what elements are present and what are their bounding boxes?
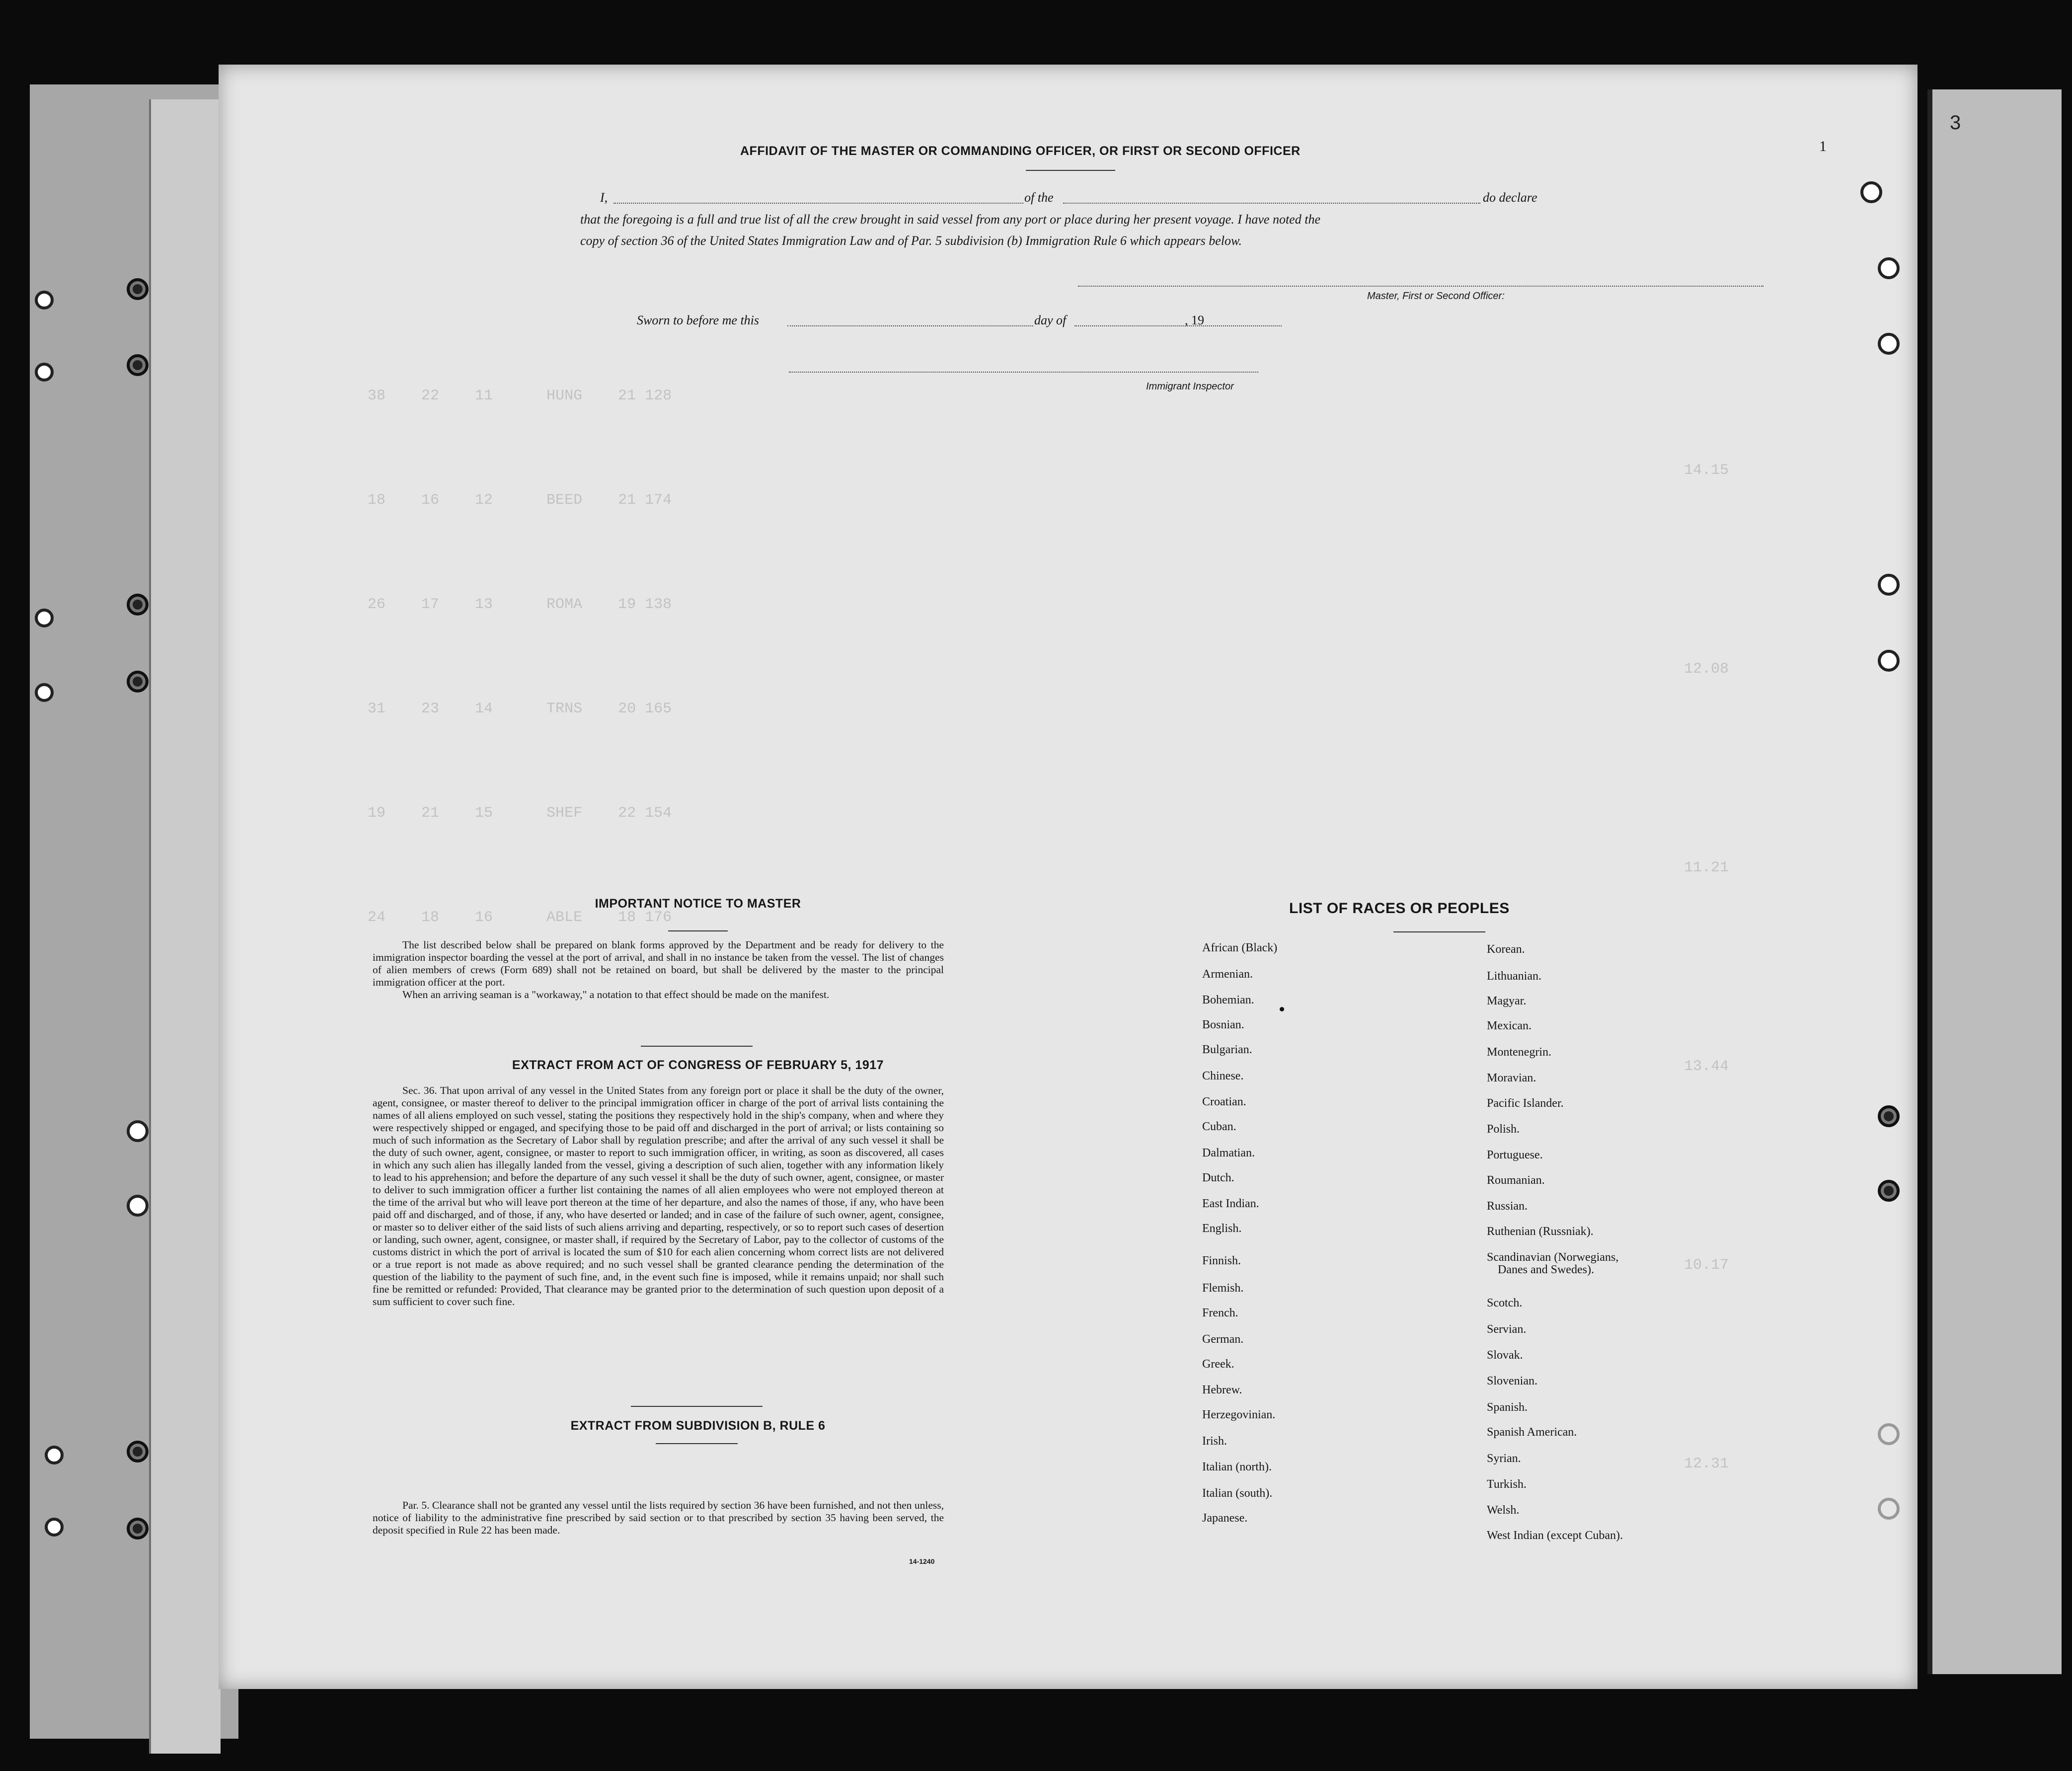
race-item: Dutch. xyxy=(1202,1171,1234,1184)
binder-hole xyxy=(45,1446,64,1464)
races-title-underline xyxy=(1393,931,1485,932)
extract-act-paragraph: Sec. 36. That upon arrival of any vessel in the United States from any foreign port or place it shall be the duty of the owner, agent, consignee, or master thereof to deliver to the principal immigration officer in charge of the port of arrival lists containing the names of all aliens employed on such vessel, stating the positions they respectively hold in the ship's company, when and where they were respectively shipped or engaged, and specifying those to be paid off and discharged in the port of arrival; or lists containing so much of such information as the Secretary of Labor shall by regulation prescribe; and after the arrival of any such vessel it shall be the duty of such owner, agent, consignee, or master to report to such immigration officer, in writing, as soon as discovered, all cases in which any such alien has illegally landed from the vessel, giving a description of such alien, together with any information likely to lead to his apprehension; and before the departure of any such vessel it shall be the duty of such owner, agent, consignee, or master to deliver to such immigration officer a further list containing the names of all alien employees who were not employed thereon at the time of the arrival but who will leave port thereon at the time of her departure, and also the names of those, if any, who have been paid off and discharged, and of those, if any, who have deserted or landed; and in case of the failure of such owner, agent, consignee, or master so to deliver either of the said lists of such aliens arriving and departing, respectively, or so to report such cases of desertion or landing, such owner, agent, consignee, or master shall, if required by the Secretary of Labor, pay to the collector of customs of the customs district in which the port of arrival is located the sum of $10 for each alien concerning whom correct lists are not delivered or a true report is not made as above required; and no such vessel shall be granted clearance pending the determination of the question of the liability to the payment of such fine, and, in the event such fine is imposed, while it remains unpaid; nor shall such fine be remitted or refunded: Provided, That clearance may be granted prior to the determination of such question upon deposit of a sum sufficient to cover such fine. xyxy=(373,1084,944,1308)
bleed-through-text: 13.44 xyxy=(1684,1058,1729,1075)
binder-hole xyxy=(1878,1498,1900,1520)
race-item: Chinese. xyxy=(1202,1070,1244,1082)
race-item: Dalmatian. xyxy=(1202,1147,1255,1159)
race-item: Korean. xyxy=(1487,943,1525,956)
notice-title-underline xyxy=(668,930,728,931)
name-blank xyxy=(614,203,1023,204)
race-item: Cuban. xyxy=(1202,1120,1236,1133)
race-item: Portuguese. xyxy=(1487,1149,1543,1161)
bleed-through-text: 38 22 11 HUNG 21 128 xyxy=(368,387,672,404)
sworn-day-blank xyxy=(787,325,1033,326)
section-divider xyxy=(631,1406,763,1407)
master-signature-label: Master, First or Second Officer: xyxy=(1367,291,1505,302)
form-page xyxy=(219,65,1918,1689)
binder-hole xyxy=(1878,1180,1900,1202)
extract-rule-body xyxy=(373,1499,944,1537)
race-item: Bohemian. xyxy=(1202,994,1254,1006)
binder-hole xyxy=(35,291,54,309)
bleed-through-text: 26 17 13 ROMA 19 138 xyxy=(368,596,672,613)
race-item: Bosnian. xyxy=(1202,1018,1244,1031)
race-item: Pacific Islander. xyxy=(1487,1097,1564,1110)
bleed-through-text: 11.21 xyxy=(1684,859,1729,876)
notice-title: IMPORTANT NOTICE TO MASTER xyxy=(595,897,801,911)
race-item: English. xyxy=(1202,1222,1242,1235)
notice-paragraph: When an arriving seaman is a "workaway," a notation to that effect should be made on the manifest. xyxy=(402,989,830,1001)
race-item: Italian (south). xyxy=(1202,1487,1273,1500)
bleed-through-text: 10.17 xyxy=(1684,1257,1729,1274)
race-item: Croatian. xyxy=(1202,1095,1246,1108)
underlying-sheet-edge xyxy=(149,99,221,1754)
underlying-sheet-right xyxy=(1927,89,2062,1674)
binder-hole xyxy=(1878,1423,1900,1445)
race-item: Scotch. xyxy=(1487,1297,1523,1309)
race-item: Spanish. xyxy=(1487,1401,1528,1414)
vessel-blank xyxy=(1063,203,1480,204)
race-item: African (Black) xyxy=(1202,941,1278,954)
binder-hole xyxy=(127,278,149,300)
extract-act-body xyxy=(373,1084,944,1308)
race-item: Italian (north). xyxy=(1202,1461,1272,1473)
race-item: Slovak. xyxy=(1487,1349,1523,1362)
binder-hole xyxy=(1878,650,1900,672)
binder-hole xyxy=(127,1518,149,1540)
race-item: Finnish. xyxy=(1202,1254,1241,1267)
affidavit-i-label: I, xyxy=(600,190,608,205)
race-item: Spanish American. xyxy=(1487,1426,1577,1439)
race-item: German. xyxy=(1202,1333,1244,1346)
race-item: Ruthenian (Russniak). xyxy=(1487,1225,1594,1238)
binder-hole xyxy=(45,1518,64,1537)
race-item: Scandinavian (Norwegians, xyxy=(1487,1251,1619,1264)
inspector-signature-label: Immigrant Inspector xyxy=(1146,381,1234,392)
race-item: East Indian. xyxy=(1202,1197,1259,1210)
master-signature-line xyxy=(1078,286,1764,287)
bleed-through-text: 24 18 16 ABLE 18 176 xyxy=(368,909,672,926)
page-number-mark: 3 xyxy=(1950,112,1961,134)
ink-dot xyxy=(1280,1007,1284,1011)
binder-hole xyxy=(127,594,149,616)
extract-rule-underline xyxy=(656,1443,738,1444)
corner-mark: 1 xyxy=(1819,138,1827,154)
races-title: LIST OF RACES OR PEOPLES xyxy=(1289,900,1510,917)
race-item: Herzegovinian. xyxy=(1202,1408,1276,1421)
race-item: Moravian. xyxy=(1487,1072,1536,1084)
race-item: Roumanian. xyxy=(1487,1174,1545,1187)
race-item: Hebrew. xyxy=(1202,1384,1242,1396)
affidavit-title: AFFIDAVIT OF THE MASTER OR COMMANDING OFFICER, OR FIRST OR SECOND OFFICER xyxy=(740,144,1301,158)
race-item: Japanese. xyxy=(1202,1512,1248,1525)
bleed-through-text: 19 21 15 SHEF 22 154 xyxy=(368,805,672,822)
extract-act-title: EXTRACT FROM ACT OF CONGRESS OF FEBRUARY 5, 1917 xyxy=(512,1058,884,1072)
affidavit-of-the-label: of the xyxy=(1024,190,1054,205)
binder-hole xyxy=(35,683,54,702)
notice-paragraph: The list described below shall be prepared on blank forms approved by the Department and be ready for delivery to the immigration inspector boarding the vessel at the port of arrival, and shall in no instance be taken from the vessel. The list of changes of alien members of crews (Form 689) shall not be retained on board, but shall be delivered by the master to the principal immigration officer at the port. xyxy=(373,939,944,988)
inspector-signature-line xyxy=(789,372,1258,373)
binder-hole xyxy=(1878,1105,1900,1127)
form-number: 14-1240 xyxy=(909,1557,935,1565)
race-item: Welsh. xyxy=(1487,1504,1520,1517)
year-label: , 19 xyxy=(1185,313,1204,327)
binder-hole xyxy=(1878,574,1900,596)
binder-hole xyxy=(127,1120,149,1142)
affidavit-statement-line: copy of section 36 of the United States Immigration Law and of Par. 5 subdivision (b) Immigration Rule 6 which appears below. xyxy=(580,233,1242,248)
race-item: West Indian (except Cuban). xyxy=(1487,1529,1623,1542)
sworn-label: Sworn to before me this xyxy=(637,313,760,327)
title-underline xyxy=(1026,170,1115,171)
binder-hole xyxy=(127,671,149,693)
race-item: Syrian. xyxy=(1487,1452,1521,1465)
binder-hole xyxy=(1878,333,1900,355)
race-item: Flemish. xyxy=(1202,1282,1244,1295)
section-divider xyxy=(641,1046,753,1047)
race-item: Russian. xyxy=(1487,1200,1528,1213)
race-item: Montenegrin. xyxy=(1487,1046,1551,1059)
race-item: Irish. xyxy=(1202,1435,1227,1448)
race-item: Lithuanian. xyxy=(1487,970,1541,983)
binder-hole xyxy=(35,609,54,627)
day-of-label: day of xyxy=(1034,313,1067,327)
binder-hole xyxy=(127,1195,149,1217)
notice-body xyxy=(373,939,944,1001)
race-item: Greek. xyxy=(1202,1358,1234,1371)
bleed-through-text: 31 23 14 TRNS 20 165 xyxy=(368,700,672,717)
binder-hole xyxy=(1878,257,1900,279)
extract-rule-title: EXTRACT FROM SUBDIVISION B, RULE 6 xyxy=(570,1419,826,1433)
binder-hole xyxy=(35,363,54,382)
bleed-through-text: 12.31 xyxy=(1684,1456,1729,1472)
binder-hole xyxy=(127,354,149,376)
race-item: Danes and Swedes). xyxy=(1498,1263,1594,1276)
race-item: Armenian. xyxy=(1202,968,1253,981)
bleed-through-text: 12.08 xyxy=(1684,661,1729,678)
affidavit-statement-line: that the foregoing is a full and true list of all the crew brought in said vessel from any port or place during her present voyage. I have noted the xyxy=(580,212,1320,227)
race-item: Bulgarian. xyxy=(1202,1043,1252,1056)
bleed-through-text: 14.15 xyxy=(1684,462,1729,479)
race-item: Magyar. xyxy=(1487,995,1527,1007)
binder-hole xyxy=(127,1441,149,1463)
race-item: Turkish. xyxy=(1487,1478,1527,1491)
race-item: French. xyxy=(1202,1307,1238,1319)
binder-hole xyxy=(1860,181,1882,203)
race-item: Polish. xyxy=(1487,1123,1520,1136)
sworn-month-blank xyxy=(1074,325,1282,326)
extract-rule-paragraph: Par. 5. Clearance shall not be granted any vessel until the lists required by section 36 have been furnished, and not then unless, notice of liability to the administrative fine prescribed by said section or to that prescribed by section 35 having been served, the deposit specified in Rule 22 has been made. xyxy=(373,1499,944,1536)
race-item: Slovenian. xyxy=(1487,1375,1537,1387)
race-item: Servian. xyxy=(1487,1323,1527,1336)
bleed-through-text: 18 16 12 BEED 21 174 xyxy=(368,492,672,509)
race-item: Mexican. xyxy=(1487,1019,1532,1032)
affidavit-declare-label: do declare xyxy=(1483,190,1537,205)
